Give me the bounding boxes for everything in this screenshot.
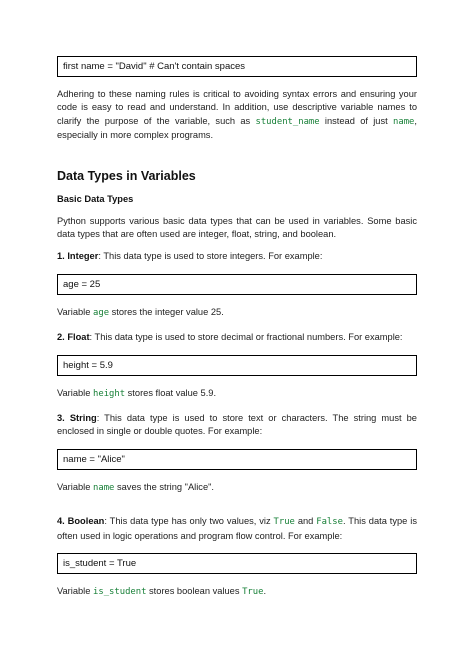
- note-text: .: [263, 586, 267, 597]
- note-text: Variable: [57, 387, 94, 398]
- code-block-first-name: [57, 56, 417, 77]
- integer-description: [57, 250, 417, 263]
- float-note: [57, 387, 417, 401]
- inline-code-name: name: [393, 116, 415, 127]
- code-block-boolean: [57, 553, 417, 574]
- inline-code-name-var: name: [93, 482, 115, 493]
- paragraph-intro: Python supports various basic data types that can be used in variables. Some basic data types that are often used are integer, float, string, and boolean.: [57, 215, 417, 240]
- paragraph-text: Adhering to these naming rules is critical to avoiding syntax errors and ensuring your code is easy to read and understand. In addition, use descriptive variable names to clarify the purpose of the variable, such as: [57, 89, 417, 126]
- code-text: is_student = True: [63, 558, 137, 570]
- note-text: stores the integer value 25.: [109, 306, 224, 317]
- note-text: Variable: [57, 586, 94, 597]
- float-description: [57, 331, 417, 344]
- boolean-desc-text: and: [294, 516, 317, 527]
- subsection-title: Basic Data Types: [57, 193, 134, 204]
- note-text: saves the string "Alice".: [114, 481, 215, 492]
- code-text: age = 25: [63, 278, 101, 290]
- note-text: stores float value 5.9.: [125, 387, 217, 398]
- string-note: [57, 481, 417, 495]
- boolean-desc-text: . This data type is often used in logic operations and program flow control. For example:: [57, 516, 417, 541]
- paragraph-text: instead of just: [319, 115, 394, 126]
- note-text: Variable: [57, 306, 94, 317]
- code-text: name = "Alice": [63, 453, 125, 465]
- integer-label: 1. Integer: [57, 251, 99, 262]
- boolean-label: 4. Boolean: [57, 516, 105, 527]
- integer-desc-text: : This data type is used to store integers. For example:: [98, 251, 323, 262]
- code-block-string: [57, 449, 417, 470]
- note-text: Variable: [57, 481, 94, 492]
- boolean-note: [57, 585, 417, 599]
- paragraph-text: , especially in more complex programs.: [57, 115, 417, 141]
- code-block-float: [57, 355, 417, 376]
- code-text: first name = "David" # Can't contain spaces: [63, 61, 246, 72]
- inline-code-true-value: True: [242, 587, 264, 598]
- string-label: 3. String: [57, 413, 97, 424]
- inline-code-is-student: is_student: [93, 587, 147, 598]
- inline-code-false: False: [316, 517, 343, 528]
- string-description: [57, 412, 417, 439]
- paragraph-naming-rules: [57, 88, 417, 143]
- inline-code-student-name: student_name: [255, 116, 320, 127]
- document-page: [57, 56, 417, 600]
- note-text: stores boolean values: [146, 586, 243, 597]
- boolean-description: [57, 515, 417, 543]
- float-desc-text: : This data type is used to store decimal or fractional numbers. For example:: [89, 332, 403, 343]
- boolean-desc-text: : This data type has only two values, viz: [104, 516, 274, 527]
- float-label: 2. Float: [57, 332, 90, 343]
- code-text: height = 5.9: [63, 359, 113, 371]
- string-desc-text: : This data type is used to store text or characters. The string must be enclosed in single or double quotes. For example:: [57, 413, 417, 437]
- inline-code-true: True: [273, 517, 295, 528]
- inline-code-age: age: [93, 307, 110, 318]
- code-block-integer: [57, 274, 417, 295]
- section-title: Data Types in Variables: [57, 168, 196, 183]
- integer-note: [57, 306, 417, 320]
- inline-code-height: height: [93, 388, 126, 399]
